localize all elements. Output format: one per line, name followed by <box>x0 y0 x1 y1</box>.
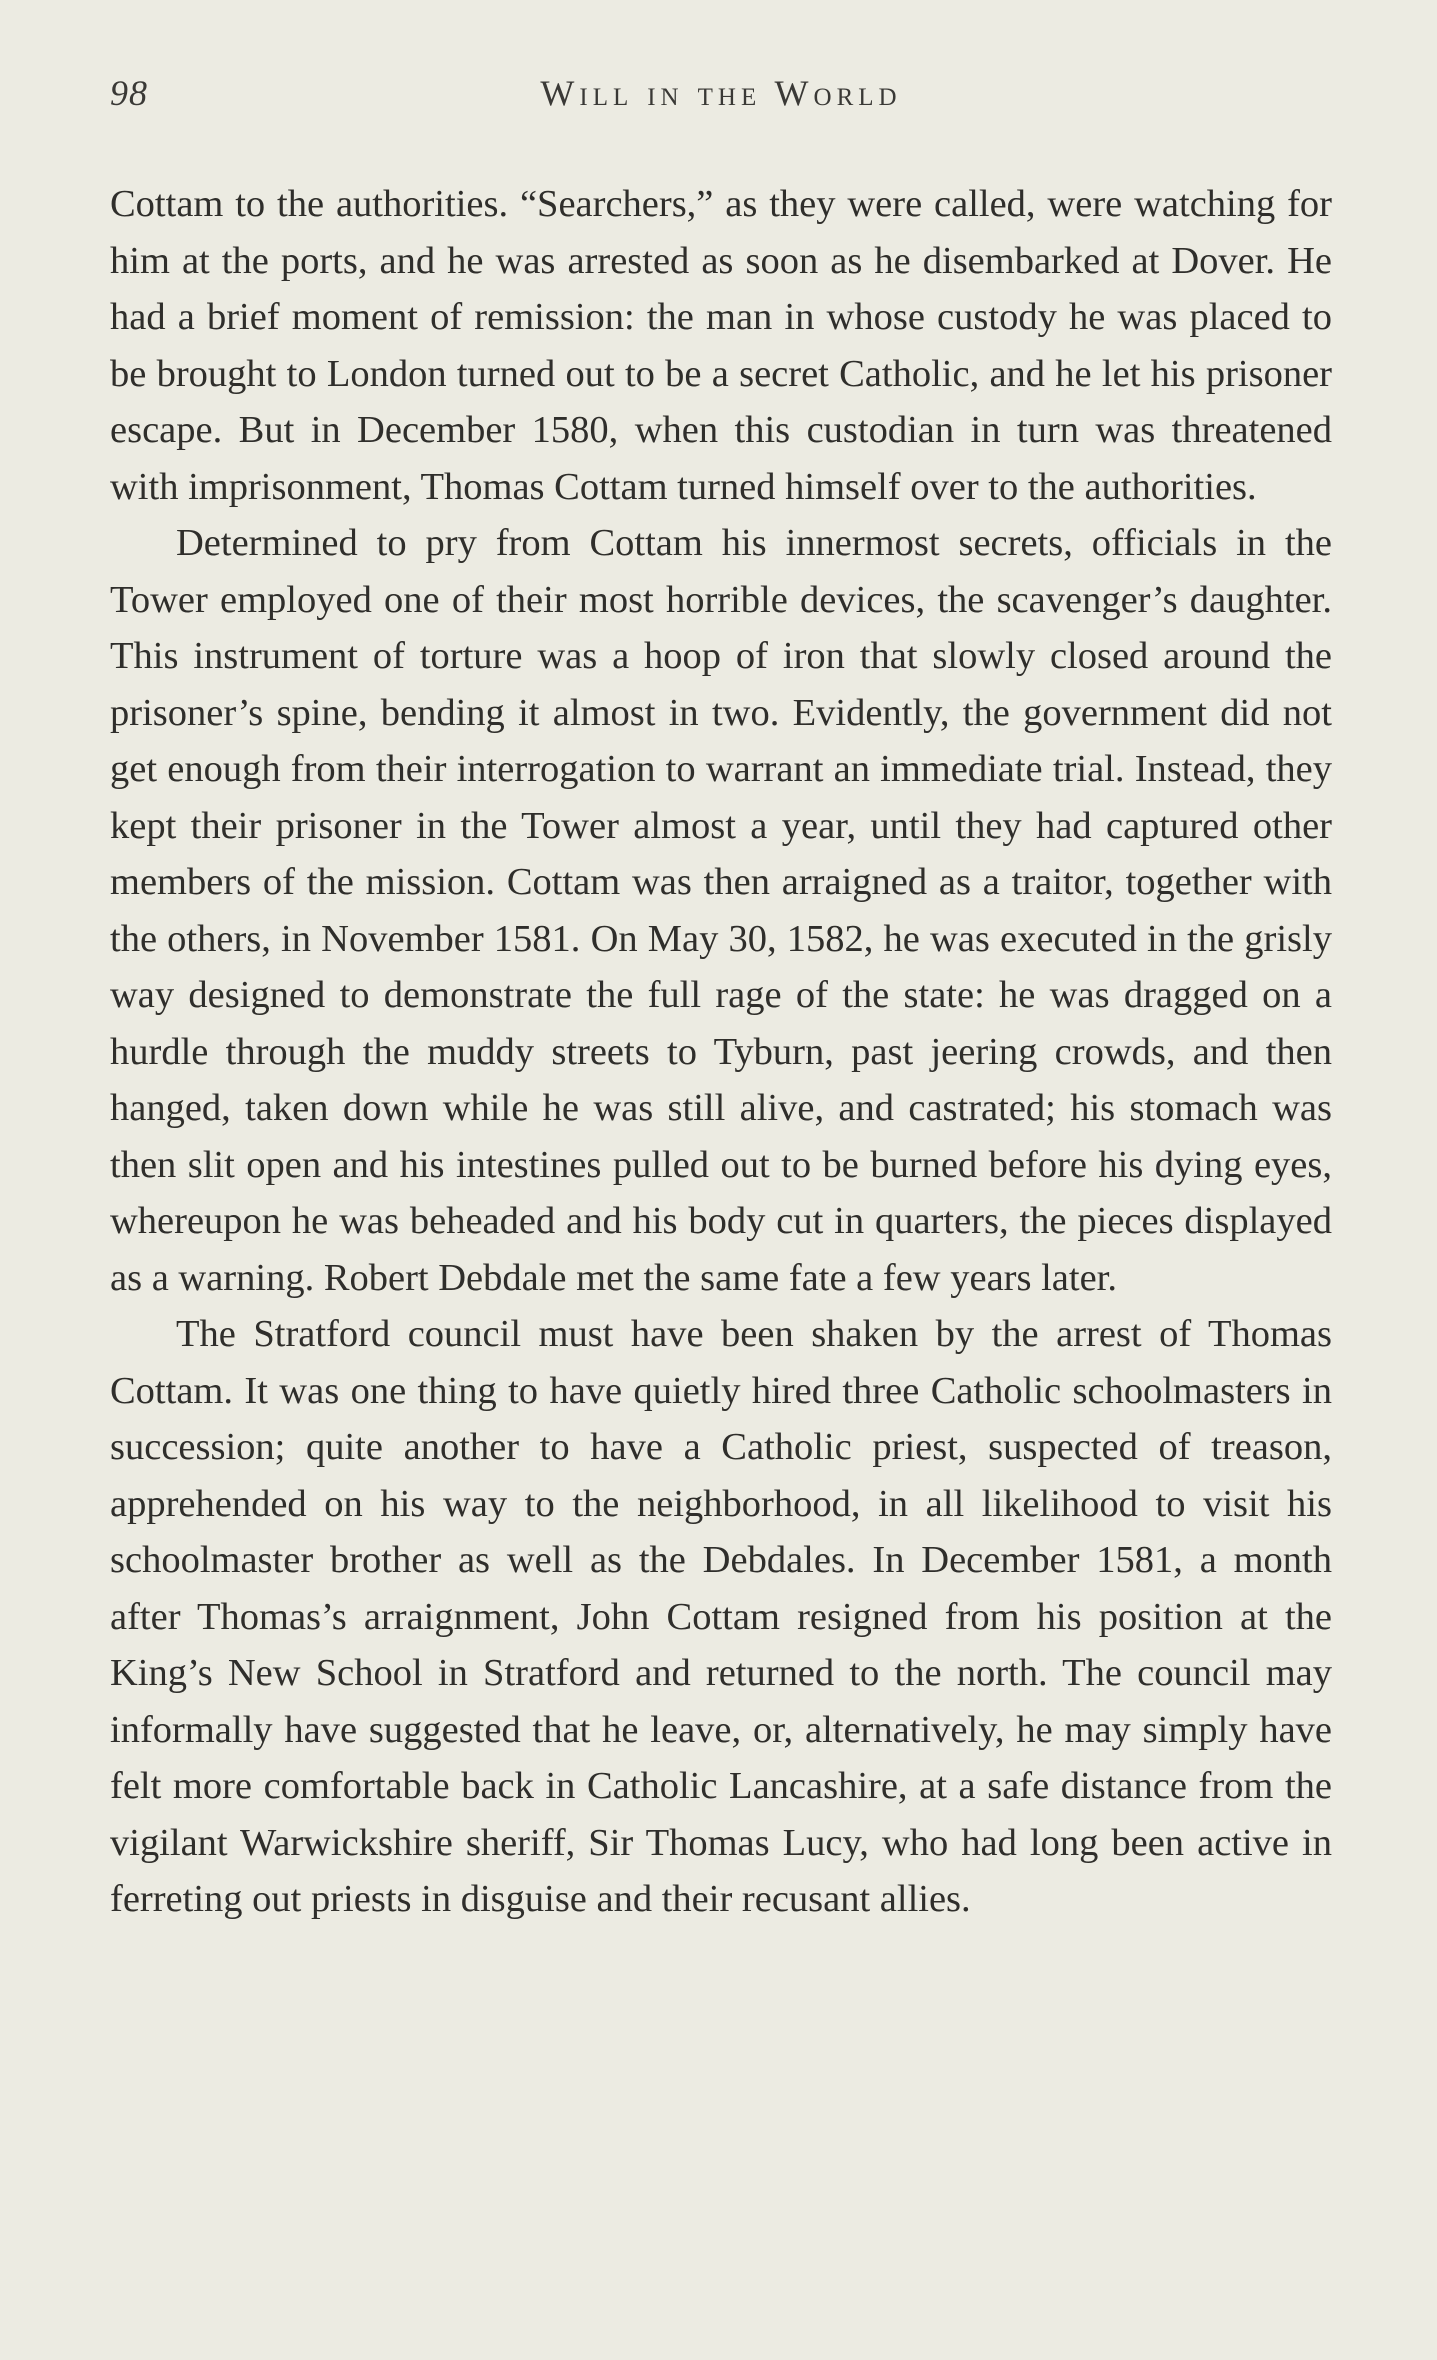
page-number: 98 <box>110 73 148 113</box>
paragraph: Determined to pry from Cottam his innermost secrets, officials in the Tower employed one of their most horrible devices, the scavenger’s daughter. This instrument of torture was a hoop of iron that slowly closed around the prisoner’s spine, bending it almost in two. Evidently, the government did not get enough from their interrogation to warrant an immediate trial. Instead, they kept their prisoner in the Tower almost a year, until they had captured other members of the mission. Cottam was then arraigned as a traitor, together with the others, in November 1581. On May 30, 1582, he was executed in the grisly way designed to demonstrate the full rage of the state: he was dragged on a hurdle through the muddy streets to Tyburn, past jeering crowds, and then hanged, taken down while he was still alive, and castrated; his stomach was then slit open and his intestines pulled out to be burned before his dying eyes, whereupon he was beheaded and his body cut in quarters, the pieces displayed as a warning. Robert Debdale met the same fate a few years later. <box>110 522 1332 1299</box>
paragraph-continued: Cottam to the authorities. “Searchers,” as they were called, were watching for him at the ports, and he was arrested as soon as he disembarked at Dover. He had a brief moment of remission: the man in whose custody he was placed to be brought to London turned out to be a secret Catholic, and he let his prisoner escape. But in December 1580, when this custodian in turn was threatened with imprisonment, Thomas Cottam turned himself over to the authorities. <box>110 183 1332 508</box>
running-head <box>110 72 1332 122</box>
body-text <box>110 176 1332 1928</box>
paragraph: The Stratford council must have been shaken by the arrest of Thomas Cottam. It was one thing to have quietly hired three Catholic schoolmasters in succession; quite another to have a Catholic priest, suspected of treason, apprehended on his way to the neighborhood, in all likelihood to visit his schoolmaster brother as well as the Debdales. In December 1581, a month after Thomas’s arraignment, John Cottam resigned from his position at the King’s New School in Stratford and returned to the north. The council may informally have suggested that he leave, or, alternatively, he may simply have felt more comfortable back in Catholic Lancashire, at a safe distance from the vigilant Warwickshire sheriff, Sir Thomas Lucy, who had long been active in ferreting out priests in disguise and their recusant allies. <box>110 1313 1332 1920</box>
book-title: Will in the World <box>540 73 902 113</box>
